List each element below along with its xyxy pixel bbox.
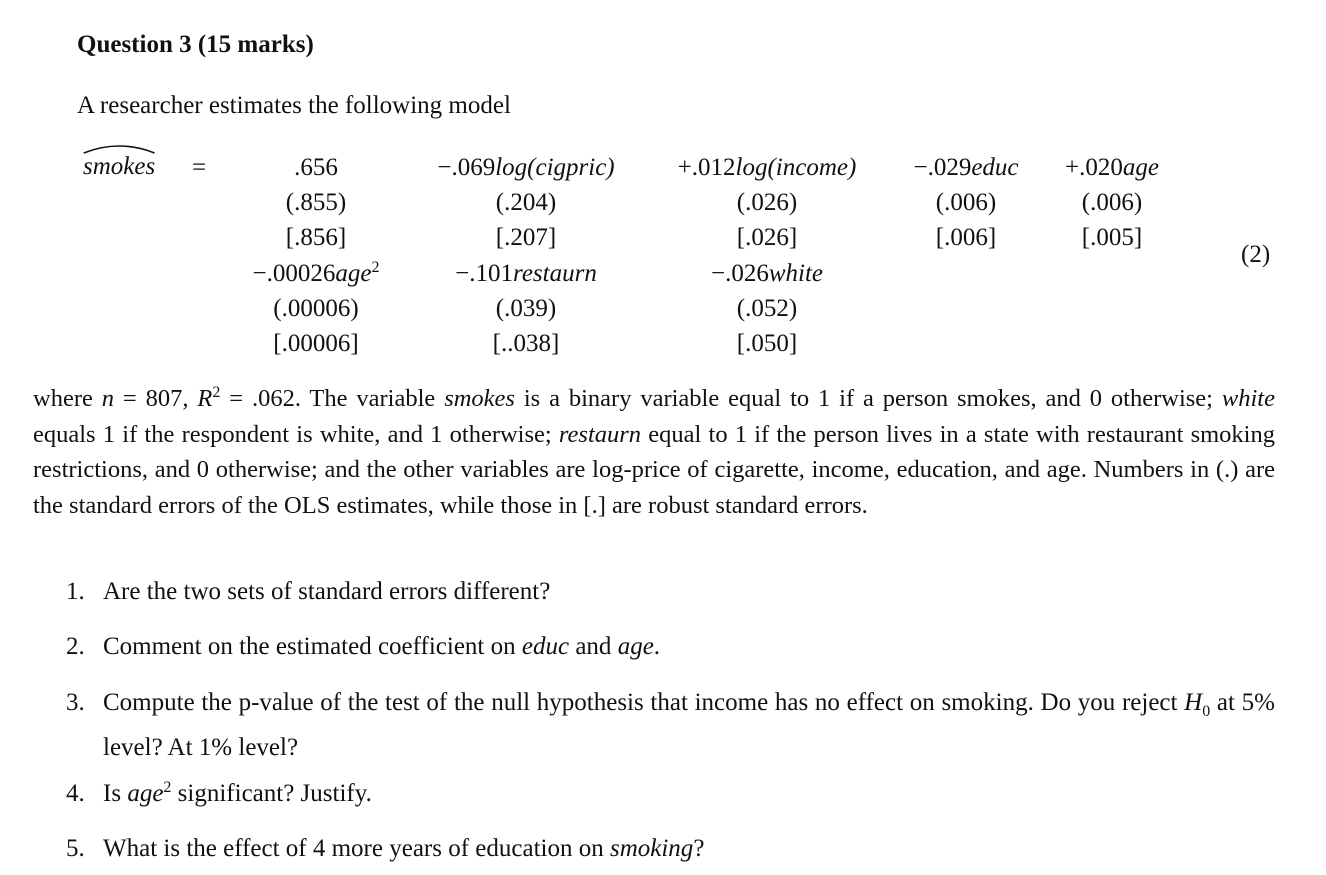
question-heading: Question 3 (15 marks): [77, 31, 314, 58]
term-intercept: .656: [294, 154, 338, 181]
question-text: Is age$^2$ significant? Justify.: [103, 779, 372, 807]
term-restaurn-rse: [..038]: [492, 330, 560, 357]
term-age-squared-rse: [.00006]: [273, 330, 359, 357]
list-item-q2: [66, 629, 1275, 665]
term-age-se: (.006): [1081, 189, 1143, 216]
list-item-q5: [66, 831, 1275, 867]
term-intercept-rse: [.856]: [285, 224, 347, 251]
list-number: 4.: [66, 780, 85, 807]
question-text: What is the effect of 4 more years of education on smoking?: [103, 835, 705, 862]
term-income-rse: [.026]: [736, 224, 798, 251]
term-intercept-se: (.855): [285, 189, 347, 216]
term-educ-se: (.006): [935, 189, 997, 216]
equation-number: (2): [1241, 241, 1271, 268]
term-cigpric-se: (.204): [495, 189, 557, 216]
question-text: Are the two sets of standard errors different?: [103, 578, 551, 605]
term-restaurn: −.101restaurn: [455, 260, 597, 287]
term-income: +.012log(income): [677, 154, 857, 181]
term-age: +.020age: [1065, 154, 1159, 181]
list-number: 3.: [66, 689, 85, 716]
equation-lhs: smokes: [83, 154, 155, 179]
term-educ-rse: [.006]: [935, 224, 997, 251]
list-number: 5.: [66, 835, 85, 862]
term-age-rse: [.005]: [1081, 224, 1143, 251]
description-paragraph: where n = 807, $R^2 = .062$. The variable smokes is a binary variable equal to 1 if a person smokes, and 0 otherwise; white equals 1 if the respondent is white, and 1 otherwise; restaurn equal to 1 if the person lives in a state with restaurant smoking restrictions, and 0 otherwise; and the other variables are log-price of cigarette, income, education, and age. Numbers in (.) are the standard errors of the OLS estimates, while those in [.] are robust standard errors.: [33, 384, 1275, 519]
list-number: 2.: [66, 633, 85, 660]
list-item-q1: [66, 574, 1275, 610]
term-cigpric-rse: [.207]: [495, 224, 557, 251]
term-cigpric: −.069log(cigpric): [437, 154, 615, 181]
list-item-q4: [66, 776, 1275, 812]
list-item-q3: [66, 685, 1275, 766]
equals-sign: =: [192, 154, 207, 181]
term-age-squared: −.00026age$^2$: [252, 259, 380, 287]
term-age-squared-se: (.00006): [273, 295, 359, 322]
question-text: Compute the p-value of the test of the null hypothesis that income has no effect on smoking. Do you reject $H_0$ at 5% level? At 1% level?: [103, 689, 1275, 761]
term-white: −.026white: [710, 260, 824, 287]
list-number: 1.: [66, 578, 85, 605]
term-educ: −.029educ: [913, 154, 1019, 181]
term-restaurn-se: (.039): [495, 295, 557, 322]
intro-text: A researcher estimates the following model: [77, 92, 511, 119]
term-white-rse: [.050]: [736, 330, 798, 357]
question-text: Comment on the estimated coefficient on educ and age.: [103, 633, 661, 660]
term-white-se: (.052): [736, 295, 798, 322]
term-income-se: (.026): [736, 189, 798, 216]
hat-accent-icon: [83, 142, 155, 154]
